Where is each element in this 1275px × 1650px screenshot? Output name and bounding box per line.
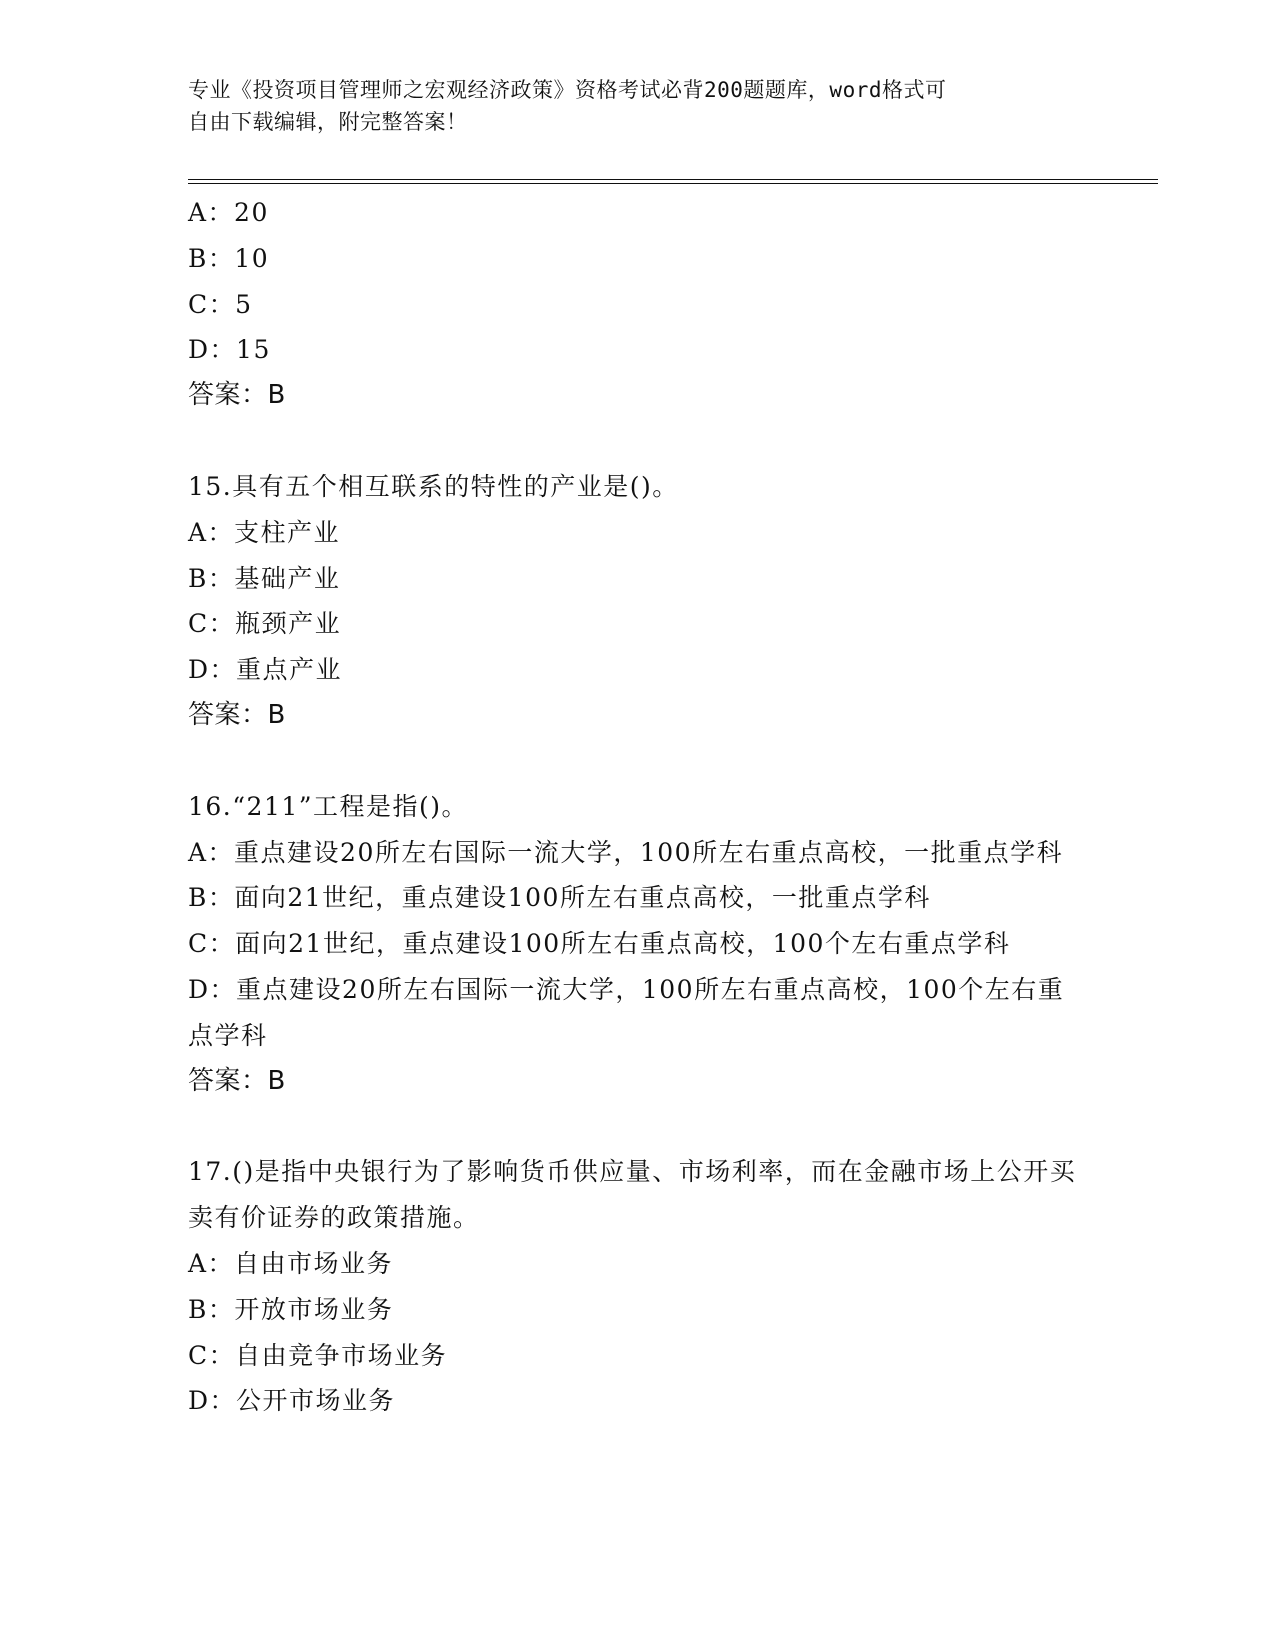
answer: 答案：B xyxy=(188,1065,286,1096)
option-d: D：公开市场业务 xyxy=(188,1386,396,1416)
option-c: C：面向21世纪，重点建设100所左右重点高校，100个左右重点学科 xyxy=(188,929,1011,959)
spacer xyxy=(188,739,1088,784)
option-d: D：重点建设20所左右国际一流大学，100所左右重点高校，100个左右重点学科 xyxy=(188,974,1065,1050)
option-c: C：自由竞争市场业务 xyxy=(188,1340,448,1370)
option-a: A：20 xyxy=(188,198,269,227)
option-a: A：重点建设20所左右国际一流大学，100所左右重点高校，一批重点学科 xyxy=(188,837,1064,867)
option-d: D：15 xyxy=(188,335,271,365)
header-divider-bottom xyxy=(188,183,1158,184)
header-line-1: 专业《投资项目管理师之宏观经济政策》资格考试必背200题题库，word格式可 xyxy=(188,78,947,102)
option-c: C：5 xyxy=(188,289,253,319)
answer: 答案：B xyxy=(188,380,286,411)
spacer xyxy=(188,1104,1088,1149)
question-14 xyxy=(188,190,1088,419)
question-16 xyxy=(188,784,1088,1105)
option-b: B：10 xyxy=(188,243,270,273)
question-15 xyxy=(188,464,1088,739)
option-d: D：重点产业 xyxy=(188,655,343,685)
header-line-2: 自由下载编辑，附完整答案！ xyxy=(188,110,468,134)
option-b: B：开放市场业务 xyxy=(188,1294,394,1324)
question-stem: 15.具有五个相互联系的特性的产业是()。 xyxy=(188,471,679,501)
question-17 xyxy=(188,1149,1088,1424)
option-c: C：瓶颈产业 xyxy=(188,609,342,639)
question-stem: 16.“211”工程是指()。 xyxy=(188,791,469,821)
question-stem: 17.()是指中央银行为了影响货币供应量、市场利率，而在金融市场上公开买卖有价证券的政策措施。 xyxy=(188,1157,1077,1233)
option-b: B：面向21世纪，重点建设100所左右重点高校，一批重点学科 xyxy=(188,883,931,913)
answer: 答案：B xyxy=(188,699,286,730)
header-divider-top xyxy=(188,179,1158,180)
question-list xyxy=(188,190,1088,1424)
option-a: A：自由市场业务 xyxy=(188,1248,394,1278)
option-b: B：基础产业 xyxy=(188,563,341,593)
spacer xyxy=(188,419,1088,464)
option-a: A：支柱产业 xyxy=(188,517,341,547)
document-header xyxy=(188,74,1088,138)
